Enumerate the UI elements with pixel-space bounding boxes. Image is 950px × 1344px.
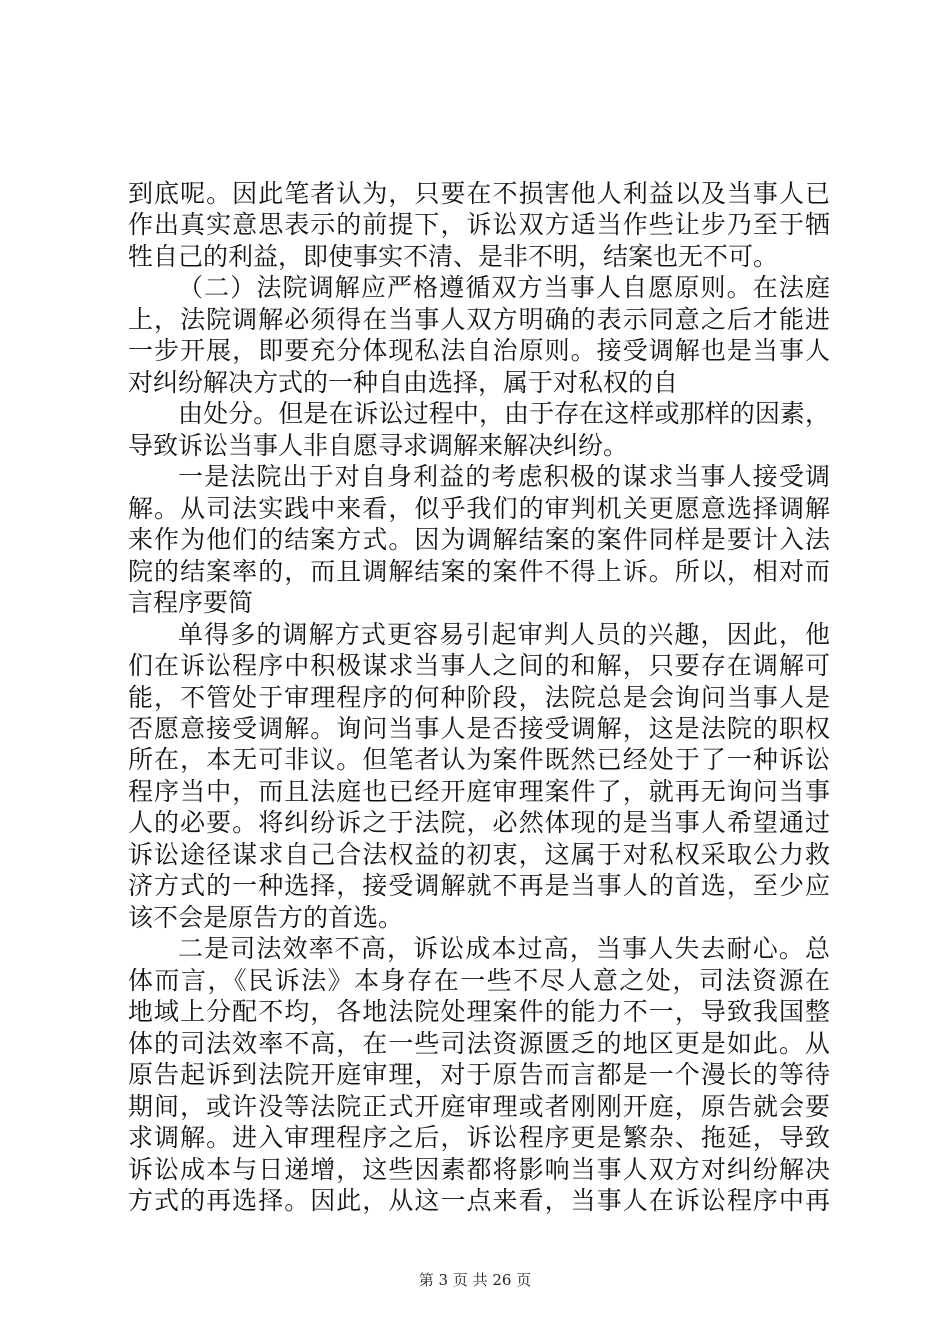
text-line: 院的结案率的，而且调解结案的案件不得上诉。所以，相对而: [128, 557, 830, 586]
text-line: 人的必要。将纠纷诉之于法院，必然体现的是当事人希望通过: [128, 808, 830, 837]
text-line: 一是法院出于对自身利益的考虑积极的谋求当事人接受调: [178, 462, 830, 491]
text-line: 们在诉讼程序中积极谋求当事人之间的和解，只要存在调解可: [128, 651, 830, 680]
text-line: 诉讼成本与日递增，这些因素都将影响当事人双方对纠纷解决: [128, 1155, 830, 1184]
text-line: 来作为他们的结案方式。因为调解结案的案件同样是要计入法: [128, 525, 830, 554]
text-line: 言程序要简: [128, 588, 254, 617]
text-line: 济方式的一种选择，接受调解就不再是当事人的首选，至少应: [128, 871, 830, 900]
text-line: 地域上分配不均，各地法院处理案件的能力不一，导致我国整: [128, 997, 830, 1026]
text-line: 对纠纷解决方式的一种自由选择，属于对私权的自: [128, 368, 679, 397]
text-line: 能，不管处于审理程序的何种阶段，法院总是会询问当事人是: [128, 683, 830, 712]
text-line: 求调解。进入审理程序之后，诉讼程序更是繁杂、拖延，导致: [128, 1123, 830, 1152]
text-line: 作出真实意思表示的前提下，诉讼双方适当作些让步乃至于牺: [128, 210, 830, 239]
text-line: 方式的再选择。因此，从这一点来看，当事人在诉讼程序中再: [128, 1186, 830, 1215]
text-line: （二）法院调解应严格遵循双方当事人自愿原则。在法庭: [178, 273, 830, 302]
text-line: 期间，或许没等法院正式开庭审理或者刚刚开庭，原告就会要: [128, 1092, 830, 1121]
text-line: 该不会是原告方的首选。: [128, 903, 404, 932]
text-line: 导致诉讼当事人非自愿寻求调解来解决纠纷。: [128, 431, 629, 460]
page-number-footer: 第 3 页 共 26 页: [418, 1271, 532, 1289]
text-line: 原告起诉到法院开庭审理，对于原告而言都是一个漫长的等待: [128, 1060, 830, 1089]
text-line: 一步开展，即要充分体现私法自治原则。接受调解也是当事人: [128, 336, 830, 365]
text-line: 体而言，《民诉法》本身存在一些不尽人意之处，司法资源在: [128, 966, 830, 995]
text-line: 程序当中，而且法庭也已经开庭审理案件了，就再无询问当事: [128, 777, 830, 806]
text-line: 所在，本无可非议。但笔者认为案件既然已经处于了一种诉讼: [128, 745, 830, 774]
text-line: 体的司法效率不高，在一些司法资源匮乏的地区更是如此。从: [128, 1029, 830, 1058]
text-line: 诉讼途径谋求自己合法权益的初衷，这属于对私权采取公力救: [128, 840, 830, 869]
text-line: 单得多的调解方式更容易引起审判人员的兴趣，因此，他: [178, 620, 830, 649]
text-line: 解。从司法实践中来看，似乎我们的审判机关更愿意选择调解: [128, 494, 830, 523]
text-line: 二是司法效率不高，诉讼成本过高，当事人失去耐心。总: [178, 934, 830, 963]
text-line: 否愿意接受调解。询问当事人是否接受调解，这是法院的职权: [128, 714, 830, 743]
text-line: 到底呢。因此笔者认为，只要在不损害他人利益以及当事人已: [128, 179, 830, 208]
text-line: 上，法院调解必须得在当事人双方明确的表示同意之后才能进: [128, 305, 830, 334]
text-line: 由处分。但是在诉讼过程中，由于存在这样或那样的因素，: [178, 399, 830, 428]
text-line: 牲自己的利益，即使事实不清、是非不明，结案也无不可。: [128, 242, 779, 271]
